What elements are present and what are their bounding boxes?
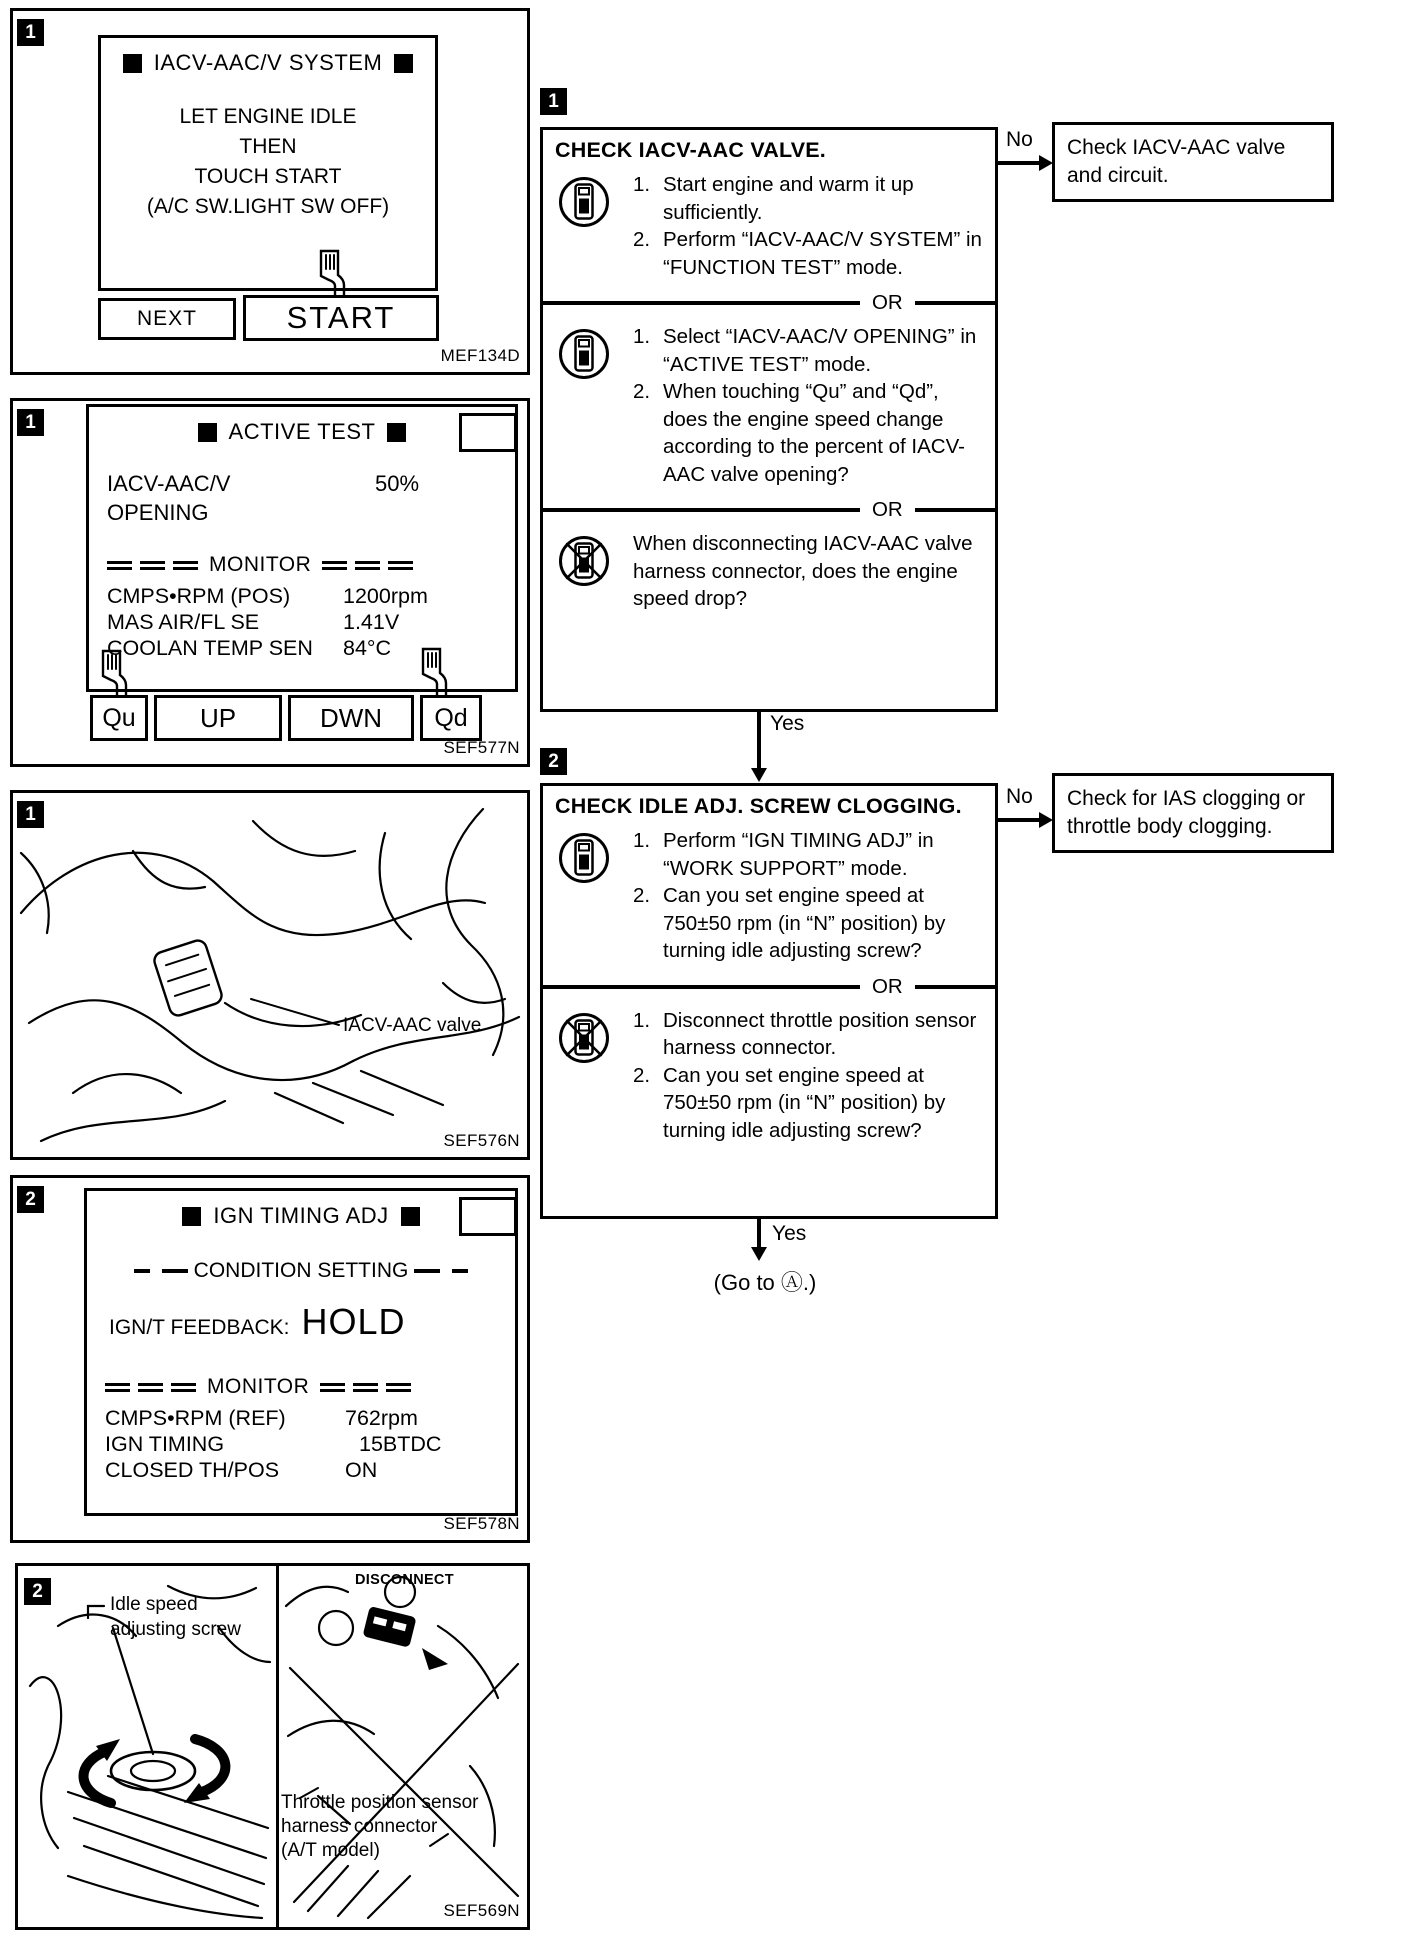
item-text: Disconnect throttle position sensor harness connector.: [663, 1008, 977, 1059]
flow-section: [543, 171, 995, 281]
item-text: Can you set engine speed at 750±50 rpm (in “N” position) by turning idle adjusting screw?: [663, 1063, 946, 1142]
monitor-row: [107, 609, 515, 635]
yes-connector-line: [757, 1219, 761, 1249]
touch-finger-icon: [419, 647, 449, 699]
figure-number-badge: 1: [17, 801, 44, 828]
feedback-row: [109, 1301, 515, 1343]
no-connector-line: [998, 161, 1042, 165]
monitor-row: [107, 583, 515, 609]
monitor-row-value: ON: [345, 1458, 378, 1482]
item-number: 1.: [633, 325, 651, 348]
figure-ref-code: MEF134D: [440, 346, 520, 365]
monitor-row: [105, 1405, 515, 1431]
item-text: Perform “IGN TIMING ADJ” in “WORK SUPPORT” mode.: [663, 829, 934, 880]
item-text: When touching “Qu” and “Qd”, does the engine speed change according to the percent of IACV-AAC valve opening?: [663, 380, 965, 486]
consult-screen-title: IGN TIMING ADJ: [213, 1203, 389, 1228]
double-bar-icon: [105, 1383, 130, 1392]
screen-message-line: (A/C SW.LIGHT SW OFF): [146, 195, 390, 218]
arrow-down-icon: [751, 1247, 767, 1261]
figure-active-test-screen: [10, 398, 530, 767]
idle-screw-callout: Idle speed adjusting screw: [110, 1594, 241, 1640]
monitor-label: MONITOR: [207, 1375, 310, 1398]
double-bar-icon: [140, 561, 165, 570]
double-bar-icon: [320, 1383, 345, 1392]
monitor-label: MONITOR: [209, 553, 312, 576]
figure-ref-code: SEF569N: [443, 1901, 520, 1920]
square-marker-icon: [387, 423, 406, 442]
no-branch-label: No: [1006, 785, 1033, 808]
item-number: 2.: [633, 1063, 651, 1087]
figure-idle-screw-tps: [15, 1563, 530, 1930]
arrow-right-icon: [1039, 812, 1053, 828]
result-box: Check for IAS clogging or throttle body clogging.: [1052, 773, 1334, 853]
divider-line: [543, 301, 860, 305]
figure-ign-timing-adj-screen: [10, 1175, 530, 1543]
monitor-row-value: 1200rpm: [343, 584, 428, 608]
dash-bar-icon: [162, 1269, 188, 1273]
consult-screen: [84, 1188, 518, 1516]
or-divider: [543, 498, 995, 522]
up-button[interactable]: UP: [154, 695, 282, 741]
flow-section: [543, 323, 995, 488]
feedback-label: IGN/T FEEDBACK:: [109, 1316, 290, 1339]
item-text: Can you set engine speed at 750±50 rpm (in “N” position) by turning idle adjusting screw?: [663, 884, 946, 962]
double-bar-icon: [107, 561, 132, 570]
step-number-badge: 1: [540, 88, 567, 115]
item-number: 1.: [633, 829, 651, 852]
monitor-row-label: COOLAN TEMP SEN: [107, 636, 313, 660]
screen-message-line: THEN: [239, 135, 297, 158]
double-bar-icon: [355, 561, 380, 570]
engine-line-art: [13, 793, 527, 1157]
square-marker-icon: [401, 1207, 420, 1226]
page-corner-box: [459, 1197, 517, 1236]
tps-connector-callout: Throttle position sensor harness connector (A/T model): [281, 1792, 479, 1861]
consult-tool-icon: [557, 175, 611, 281]
flow-item-list: [633, 827, 987, 965]
condition-setting-divider: [87, 1259, 515, 1283]
divider-line: [543, 508, 860, 512]
consult-screen: [98, 35, 438, 291]
flow-step-2-box: [540, 783, 998, 1219]
monitor-row: [105, 1457, 515, 1483]
goto-reference: (Go to Ⓐ.): [713, 1270, 817, 1295]
consult-screen-title: ACTIVE TEST: [228, 419, 376, 444]
start-button[interactable]: START: [243, 295, 439, 341]
dash-bar-icon: [452, 1269, 468, 1273]
figure-number-badge: 2: [17, 1186, 44, 1213]
item-number: 2.: [633, 884, 651, 907]
item-number: 2.: [633, 380, 651, 403]
divider-line: [915, 301, 995, 305]
iacv-valve-callout: IACV-AAC valve: [343, 1015, 482, 1036]
monitor-divider: [101, 1375, 515, 1399]
parameter-value: 50%: [375, 471, 420, 496]
double-bar-icon: [322, 561, 347, 570]
flow-section: [543, 530, 995, 613]
no-branch-label: No: [1006, 128, 1033, 151]
feedback-value: HOLD: [301, 1301, 406, 1342]
flow-step-title: CHECK IACV-AAC VALVE.: [555, 138, 826, 162]
flow-question-text: When disconnecting IACV-AAC valve harness connector, does the engine speed drop?: [633, 532, 973, 610]
disconnect-label: DISCONNECT: [355, 1572, 454, 1588]
consult-screen-title-row: [89, 419, 515, 445]
divider-line: [543, 985, 860, 989]
or-label: OR: [871, 974, 903, 998]
arrow-right-icon: [1039, 155, 1053, 171]
flow-step-1-box: [540, 127, 998, 712]
flow-item-list: [633, 171, 987, 281]
monitor-row-value: 762rpm: [345, 1406, 418, 1430]
qd-button[interactable]: Qd: [420, 695, 482, 741]
condition-setting-label: CONDITION SETTING: [193, 1259, 409, 1282]
consult-screen-title-row: [101, 50, 435, 76]
double-bar-icon: [388, 561, 413, 570]
panel-divider: [276, 1566, 279, 1927]
or-label: OR: [871, 498, 903, 521]
consult-screen-title-row: [87, 1203, 515, 1229]
screen-message: [101, 102, 435, 222]
yes-branch-label: Yes: [770, 712, 805, 735]
square-marker-icon: [394, 54, 413, 73]
consult-tool-icon: [557, 327, 611, 488]
dwn-button[interactable]: DWN: [288, 695, 414, 741]
square-marker-icon: [198, 423, 217, 442]
item-text: Select “IACV-AAC/V OPENING” in “ACTIVE TEST” mode.: [663, 325, 977, 376]
double-bar-icon: [386, 1383, 411, 1392]
figure-ref-code: SEF576N: [443, 1131, 520, 1150]
monitor-row-label: IGN TIMING: [105, 1432, 225, 1456]
flow-item-list: [633, 1007, 987, 1145]
item-number: 1.: [633, 1008, 651, 1032]
monitor-row-value: 1.41V: [343, 610, 400, 634]
item-number: 2.: [633, 228, 651, 251]
monitor-row-label: CLOSED TH/POS: [105, 1458, 280, 1482]
monitor-row-label: MAS AIR/FL SE: [107, 610, 260, 634]
arrow-down-icon: [751, 768, 767, 782]
monitor-divider: [103, 553, 515, 577]
yes-connector-line: [757, 712, 761, 770]
or-divider: [543, 975, 995, 999]
figure-engine-iacv-valve: [10, 790, 530, 1160]
no-connector-line: [998, 818, 1042, 822]
consult-screen: [86, 404, 518, 692]
item-text: Perform “IACV-AAC/V SYSTEM” in “FUNCTION TEST” mode.: [663, 228, 982, 279]
item-number: 1.: [633, 173, 651, 196]
divider-line: [915, 508, 995, 512]
square-marker-icon: [123, 54, 142, 73]
dash-bar-icon: [414, 1269, 440, 1273]
monitor-row-label: CMPS•RPM (REF): [105, 1406, 286, 1430]
double-bar-icon: [138, 1383, 163, 1392]
monitor-row-value: 15BTDC: [359, 1432, 442, 1456]
yes-branch-label: Yes: [772, 1222, 807, 1245]
monitor-row-label: CMPS•RPM (POS): [107, 584, 291, 608]
engine-line-art: [18, 1566, 527, 1927]
flow-section: [543, 1007, 995, 1145]
double-bar-icon: [353, 1383, 378, 1392]
figure-function-test-screen: [10, 8, 530, 375]
dash-bar-icon: [134, 1269, 150, 1273]
or-divider: [543, 291, 995, 315]
double-bar-icon: [171, 1383, 196, 1392]
monitor-row: [107, 635, 515, 661]
touch-finger-icon: [99, 649, 129, 701]
active-test-parameter: [107, 469, 515, 527]
flow-section: [543, 827, 995, 965]
square-marker-icon: [182, 1207, 201, 1226]
page-corner-box: [459, 413, 517, 452]
divider-line: [915, 985, 995, 989]
parameter-label: IACV-AAC/V OPENING: [107, 471, 231, 525]
screen-message-line: LET ENGINE IDLE: [179, 105, 357, 128]
monitor-row: [105, 1431, 515, 1457]
figure-number-badge: 1: [17, 19, 44, 46]
touch-finger-icon: [317, 249, 347, 301]
flow-step-title: CHECK IDLE ADJ. SCREW CLOGGING.: [555, 794, 962, 818]
consult-screen-title: IACV-AAC/V SYSTEM: [153, 50, 383, 75]
step-number-badge: 2: [540, 748, 567, 775]
qu-button[interactable]: Qu: [90, 695, 148, 741]
no-consult-tool-icon: [557, 534, 611, 613]
figure-number-badge: 2: [24, 1578, 51, 1605]
next-button[interactable]: NEXT: [98, 298, 236, 340]
result-box: Check IACV-AAC valve and circuit.: [1052, 122, 1334, 202]
figure-ref-code: SEF578N: [443, 1514, 520, 1533]
flow-item-list: [633, 323, 987, 488]
figure-ref-code: SEF577N: [443, 738, 520, 757]
double-bar-icon: [173, 561, 198, 570]
consult-tool-icon: [557, 831, 611, 965]
figure-number-badge: 1: [17, 409, 44, 436]
screen-message-line: TOUCH START: [194, 165, 342, 188]
monitor-row-value: 84°C: [343, 636, 392, 660]
no-consult-tool-icon: [557, 1011, 611, 1145]
item-text: Start engine and warm it up sufficiently.: [663, 173, 914, 224]
or-label: OR: [871, 291, 903, 314]
